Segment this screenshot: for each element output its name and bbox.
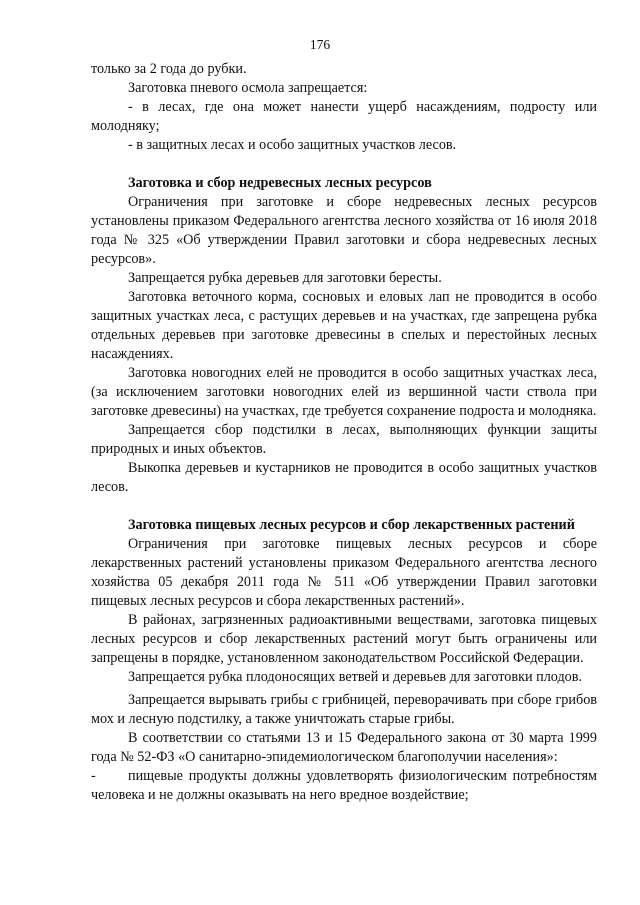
- paragraph: Запрещается рубка плодоносящих ветвей и деревьев для заготовки плодов.: [128, 669, 583, 685]
- section-heading: Заготовка и сбор недревесных лесных ресурсов: [128, 175, 432, 191]
- paragraph: Ограничения при заготовке и сборе недревесных лесных ресурсов установлены приказом Федерального агентства лесного хозяйства от 16 июля 2018 года № 325 «Об утверждении Правил заготовки и сбора недревесных лесных ресурсов».: [91, 194, 597, 267]
- page-number: 176: [309, 37, 331, 52]
- paragraph: Заготовка веточного корма, сосновых и еловых лап не проводится в особо защитных участках леса, с растущих деревьев и на участках, где запрещена рубка отдельных деревьев при заготовке древесины в спелых и перестойных лесных насаждениях.: [91, 289, 597, 362]
- list-item: [91, 767, 597, 805]
- paragraph: Выкопка деревьев и кустарников не проводится в особо защитных участков лесов.: [91, 460, 597, 495]
- section-heading: Заготовка пищевых лесных ресурсов и сбор лекарственных растений: [128, 517, 575, 533]
- list-item: - в защитных лесах и особо защитных участков лесов.: [128, 137, 457, 153]
- document-body: [91, 60, 597, 805]
- paragraph: В соответствии со статьями 13 и 15 Федерального закона от 30 марта 1999 года № 52-ФЗ «О санитарно-эпидемиологическом благополучии населения»:: [91, 730, 597, 765]
- paragraph: Заготовка новогодних елей не проводится в особо защитных участках леса, (за исключением заготовки новогодних елей из вершинной части ствола при заготовке древесины) на участках, где требуется сохранение подроста и молодняка.: [91, 365, 597, 419]
- bullet-marker: -: [91, 768, 96, 784]
- spacer: [91, 155, 597, 174]
- paragraph: Ограничения при заготовке пищевых лесных ресурсов и сборе лекарственных растений установлены приказом Федерального агентства лесного хозяйства 05 декабря 2011 года № 511 «Об утверждении Правил заготовки пищевых лесных ресурсов и сбора лекарственных растений».: [91, 536, 597, 609]
- paragraph: Заготовка пневого осмола запрещается:: [128, 80, 368, 96]
- paragraph: В районах, загрязненных радиоактивными веществами, заготовка пищевых лесных ресурсов и сбор лекарственных растений могут быть ограничены или запрещены в порядке, установленном законодательством Российской Федерации.: [91, 612, 597, 666]
- spacer: [91, 497, 597, 516]
- paragraph: Запрещается вырывать грибы с грибницей, переворачивать при сборе грибов мох и лесную подстилку, а также уничтожать старые грибы.: [91, 692, 597, 727]
- list-item: - в лесах, где она может нанести ущерб насаждениям, подросту или молодняку;: [91, 99, 597, 134]
- paragraph: Запрещается рубка деревьев для заготовки бересты.: [128, 270, 442, 286]
- paragraph: только за 2 года до рубки.: [91, 61, 247, 77]
- list-item-text: пищевые продукты должны удовлетворять физиологическим потребностям человека и не должны оказывать на него вредное воздействие;: [91, 768, 597, 803]
- paragraph: Запрещается сбор подстилки в лесах, выполняющих функции защиты природных и иных объектов.: [91, 422, 597, 457]
